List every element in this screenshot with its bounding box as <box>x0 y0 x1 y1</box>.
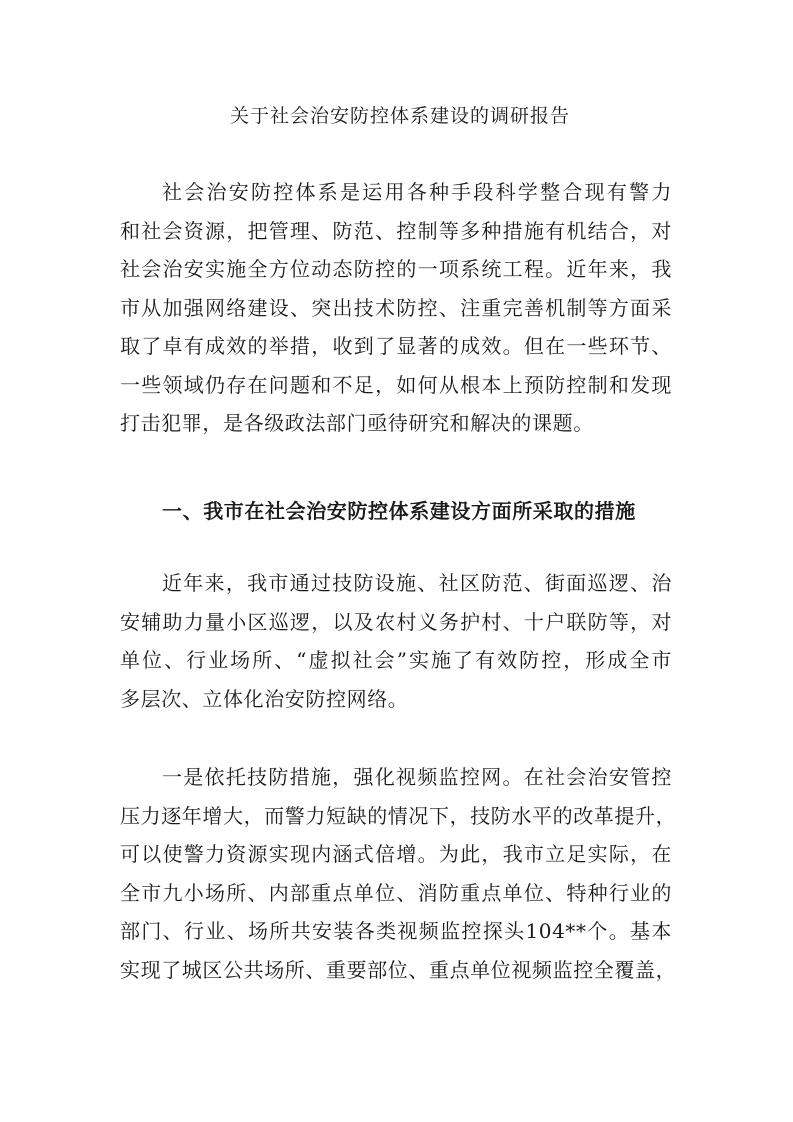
paragraph-line: 单位、行业场所、“虚拟社会”实施了有效防控，形成全市 <box>120 648 672 672</box>
paragraph-line: 一些领域仍存在问题和不足，如何从根本上预防控制和发现 <box>120 372 672 397</box>
paragraph-line: 安辅助力量小区巡逻，以及农村义务护村、十户联防等，对 <box>120 609 672 634</box>
paragraph-line: 和社会资源，把管理、防范、控制等多种措施有机结合，对 <box>120 218 672 243</box>
paragraph-line: 社会治安实施全方位动态防控的一项系统工程。近年来，我 <box>120 257 672 281</box>
section-paragraph-1 <box>120 564 672 718</box>
paragraph-line: 全市九小场所、内部重点单位、消防重点单位、特种行业的 <box>120 880 672 905</box>
section-paragraph-2 <box>120 758 677 989</box>
intro-paragraph <box>120 173 672 443</box>
paragraph-line: 部门、行业、场所共安装各类视频监控探头104**个。基本 <box>120 919 672 943</box>
paragraph-line: 多层次、立体化治安防控网络。 <box>120 686 409 711</box>
paragraph-line: 近年来，我市通过技防设施、社区防范、街面巡逻、治 <box>162 571 672 595</box>
paragraph-line: 可以使警力资源实现内涵式倍增。为此，我市立足实际，在 <box>120 842 672 866</box>
paragraph-line: 实现了城区公共场所、重要部位、重点单位视频监控全覆盖， <box>120 957 677 982</box>
paragraph-line: 取了卓有成效的举措，收到了显著的成效。但在一些环节、 <box>120 334 672 358</box>
section-heading: 一、我市在社会治安防控体系建设方面所采取的措施 <box>162 499 636 523</box>
paragraph-line: 市从加强网络建设、突出技术防控、注重完善机制等方面采 <box>120 295 672 320</box>
paragraph-line: 打击犯罪，是各级政法部门亟待研究和解决的课题。 <box>120 411 594 435</box>
paragraph-line: 社会治安防控体系是运用各种手段科学整合现有警力 <box>162 180 672 204</box>
paragraph-line: 压力逐年增大，而警力短缺的情况下，技防水平的改革提升， <box>120 803 677 828</box>
document-title: 关于社会治安防控体系建设的调研报告 <box>229 105 570 127</box>
paragraph-line: 一是依托技防措施，强化视频监控网。在社会治安管控 <box>162 765 672 789</box>
